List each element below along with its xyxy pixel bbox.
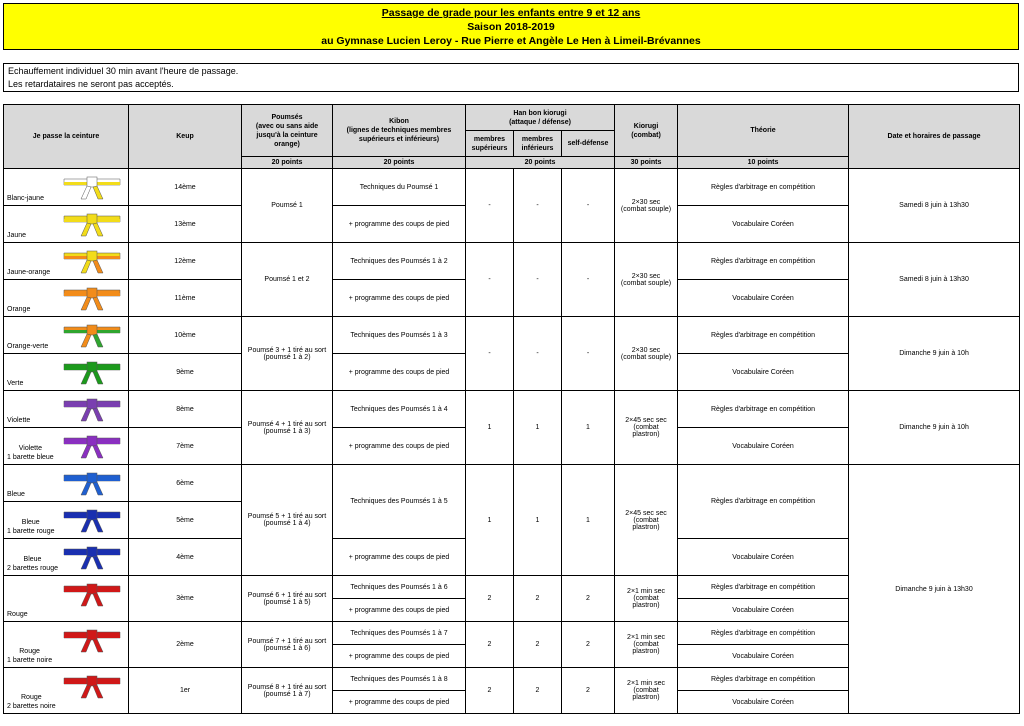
kiorugi-cell: 2×30 sec (combat souple): [615, 243, 678, 317]
points-han: 20 points: [466, 157, 615, 169]
theorie-cell: Vocabulaire Coréen: [678, 354, 849, 391]
belt-name: Violette: [7, 416, 31, 424]
points-kiorugi: 30 points: [615, 157, 678, 169]
han-inf-cell: 2: [514, 668, 562, 714]
date-cell: Samedi 8 juin à 13h30: [849, 169, 1020, 243]
han-inf-cell: 1: [514, 391, 562, 465]
belt-icon: [62, 173, 122, 201]
date-cell: Dimanche 9 juin à 13h30: [849, 465, 1020, 714]
han-sup-cell: -: [466, 243, 514, 317]
col-kibon-header: Kibon (lignes de techniques membres supérieurs et inférieurs): [333, 105, 466, 157]
belt-icon: [62, 626, 122, 654]
col-date-header: Date et horaires de passage: [849, 105, 1020, 169]
points-kibon: 20 points: [333, 157, 466, 169]
belt-name: Rouge 1 barette noire: [7, 648, 53, 664]
han-self-cell: 2: [562, 668, 615, 714]
belt-icon: [62, 358, 122, 386]
keup-cell: 8ème: [129, 391, 242, 428]
kibon-cell: + programme des coups de pied: [333, 206, 466, 243]
belt-cell: [4, 243, 129, 280]
col-kiorugi-header: Kiorugi (combat): [615, 105, 678, 157]
poumse-cell: Poumsé 4 + 1 tiré au sort (poumsé 1 à 3): [242, 391, 333, 465]
col-han-sup-header: membres supérieurs: [466, 131, 514, 157]
poumse-cell: Poumsé 1: [242, 169, 333, 243]
notes-box: [3, 63, 1019, 92]
kibon-cell: + programme des coups de pied: [333, 280, 466, 317]
keup-cell: 11ème: [129, 280, 242, 317]
poumse-cell: Poumsé 5 + 1 tiré au sort (poumsé 1 à 4): [242, 465, 333, 576]
belt-icon: [62, 506, 122, 534]
col-keup-header: Keup: [129, 105, 242, 169]
keup-cell: 4ème: [129, 539, 242, 576]
kibon-cell: + programme des coups de pied: [333, 645, 466, 668]
belt-cell: [4, 465, 129, 502]
grade-table: [3, 104, 1020, 714]
han-inf-cell: 2: [514, 622, 562, 668]
poumse-cell: Poumsé 6 + 1 tiré au sort (poumsé 1 à 5): [242, 576, 333, 622]
keup-cell: 12ème: [129, 243, 242, 280]
keup-cell: 2ème: [129, 622, 242, 668]
kiorugi-cell: 2×30 sec (combat souple): [615, 317, 678, 391]
keup-cell: 14ème: [129, 169, 242, 206]
belt-cell: [4, 391, 129, 428]
belt-cell: [4, 502, 129, 539]
belt-icon: [62, 469, 122, 497]
date-cell: Dimanche 9 juin à 10h: [849, 391, 1020, 465]
table-row: [4, 317, 1020, 354]
han-sup-cell: 1: [466, 391, 514, 465]
han-inf-cell: 1: [514, 465, 562, 576]
theorie-cell: Vocabulaire Coréen: [678, 206, 849, 243]
kibon-cell: + programme des coups de pied: [333, 428, 466, 465]
han-inf-cell: -: [514, 243, 562, 317]
belt-name: Bleue 1 barette rouge: [7, 519, 55, 535]
belt-cell: [4, 539, 129, 576]
keup-cell: 3ème: [129, 576, 242, 622]
kibon-cell: Techniques des Poumsés 1 à 7: [333, 622, 466, 645]
location-label: au Gymnase Lucien Leroy - Rue Pierre et Angèle Le Hen à Limeil-Brévannes: [321, 35, 701, 47]
kiorugi-cell: 2×1 min sec (combat plastron): [615, 668, 678, 714]
kibon-cell: Techniques des Poumsés 1 à 4: [333, 391, 466, 428]
date-cell: Dimanche 9 juin à 10h: [849, 317, 1020, 391]
points-theorie: 10 points: [678, 157, 849, 169]
belt-icon: [62, 543, 122, 571]
belt-name: Jaune: [7, 231, 27, 239]
belt-cell: [4, 169, 129, 206]
theorie-cell: Vocabulaire Coréen: [678, 645, 849, 668]
han-sup-cell: 2: [466, 668, 514, 714]
belt-name: Bleue: [7, 490, 25, 498]
belt-name: Orange: [7, 305, 31, 313]
han-self-cell: -: [562, 169, 615, 243]
belt-cell: [4, 206, 129, 243]
keup-cell: 7ème: [129, 428, 242, 465]
kibon-cell: + programme des coups de pied: [333, 354, 466, 391]
belt-name: Bleue 2 barettes rouge: [7, 556, 58, 572]
belt-icon: [62, 580, 122, 608]
han-sup-cell: 1: [466, 465, 514, 576]
belt-name: Rouge 2 barettes noire: [7, 694, 56, 710]
theorie-cell: Vocabulaire Coréen: [678, 428, 849, 465]
col-belt-header: Je passe la ceinture: [4, 105, 129, 169]
poumse-cell: Poumsé 8 + 1 tiré au sort (poumsé 1 à 7): [242, 668, 333, 714]
keup-cell: 1er: [129, 668, 242, 714]
han-inf-cell: 2: [514, 576, 562, 622]
col-poumse-header: Poumsés (avec ou sans aide jusqu'à la ceinture orange): [242, 105, 333, 157]
han-self-cell: 1: [562, 465, 615, 576]
kibon-cell: Techniques des Poumsés 1 à 3: [333, 317, 466, 354]
han-sup-cell: -: [466, 169, 514, 243]
kibon-cell: Techniques du Poumsé 1: [333, 169, 466, 206]
kibon-cell: Techniques des Poumsés 1 à 8: [333, 668, 466, 691]
poumse-cell: Poumsé 3 + 1 tiré au sort (poumsé 1 à 2): [242, 317, 333, 391]
poumse-cell: Poumsé 1 et 2: [242, 243, 333, 317]
note-latecomers: Les retardataires ne seront pas acceptés.: [8, 79, 174, 89]
date-cell: Samedi 8 juin à 13h30: [849, 243, 1020, 317]
theorie-cell: Règles d'arbitrage en compétition: [678, 391, 849, 428]
keup-cell: 10ème: [129, 317, 242, 354]
col-han-self-header: self-défense: [562, 131, 615, 157]
note-warmup: Echauffement individuel 30 min avant l'heure de passage.: [8, 66, 239, 76]
belt-cell: [4, 576, 129, 622]
points-poumse: 20 points: [242, 157, 333, 169]
keup-cell: 5ème: [129, 502, 242, 539]
theorie-cell: Vocabulaire Coréen: [678, 599, 849, 622]
theorie-cell: Règles d'arbitrage en compétition: [678, 576, 849, 599]
theorie-cell: Règles d'arbitrage en compétition: [678, 668, 849, 691]
belt-name: Verte: [7, 379, 24, 387]
han-self-cell: 2: [562, 622, 615, 668]
belt-cell: [4, 428, 129, 465]
table-row: [4, 465, 1020, 502]
theorie-cell: Règles d'arbitrage en compétition: [678, 317, 849, 354]
han-sup-cell: 2: [466, 622, 514, 668]
belt-icon: [62, 672, 122, 700]
kibon-cell: + programme des coups de pied: [333, 539, 466, 576]
kibon-cell: Techniques des Poumsés 1 à 2: [333, 243, 466, 280]
belt-icon: [62, 432, 122, 460]
keup-cell: 13ème: [129, 206, 242, 243]
theorie-cell: Règles d'arbitrage en compétition: [678, 169, 849, 206]
han-inf-cell: -: [514, 169, 562, 243]
poumse-cell: Poumsé 7 + 1 tiré au sort (poumsé 1 à 6): [242, 622, 333, 668]
col-han-inf-header: membres inférieurs: [514, 131, 562, 157]
theorie-cell: Vocabulaire Coréen: [678, 691, 849, 714]
belt-name: Violette 1 barette bleue: [7, 445, 54, 461]
han-inf-cell: -: [514, 317, 562, 391]
belt-name: Jaune-orange: [7, 268, 51, 276]
kibon-cell: Techniques des Poumsés 1 à 6: [333, 576, 466, 599]
kibon-cell: Techniques des Poumsés 1 à 5: [333, 465, 466, 539]
belt-name: Rouge: [7, 610, 28, 618]
title-banner: [3, 3, 1019, 50]
belt-cell: [4, 668, 129, 714]
belt-icon: [62, 284, 122, 312]
kibon-cell: + programme des coups de pied: [333, 599, 466, 622]
han-self-cell: -: [562, 317, 615, 391]
table-row: [4, 169, 1020, 206]
kiorugi-cell: 2×1 min sec (combat plastron): [615, 622, 678, 668]
belt-cell: [4, 280, 129, 317]
col-han-header: Han bon kiorugi (attaque / défense): [466, 105, 615, 131]
han-self-cell: -: [562, 243, 615, 317]
season-label: Saison 2018-2019: [467, 21, 555, 33]
kiorugi-cell: 2×45 sec sec (combat plastron): [615, 465, 678, 576]
belt-cell: [4, 354, 129, 391]
theorie-cell: Vocabulaire Coréen: [678, 539, 849, 576]
kiorugi-cell: 2×1 min sec (combat plastron): [615, 576, 678, 622]
belt-icon: [62, 321, 122, 349]
theorie-cell: Règles d'arbitrage en compétition: [678, 622, 849, 645]
theorie-cell: Règles d'arbitrage en compétition: [678, 465, 849, 539]
belt-icon: [62, 395, 122, 423]
han-sup-cell: -: [466, 317, 514, 391]
han-self-cell: 1: [562, 391, 615, 465]
table-row: [4, 243, 1020, 280]
belt-cell: [4, 317, 129, 354]
kiorugi-cell: 2×30 sec (combat souple): [615, 169, 678, 243]
han-sup-cell: 2: [466, 576, 514, 622]
page-title: Passage de grade pour les enfants entre 9 et 12 ans: [381, 7, 641, 19]
han-self-cell: 2: [562, 576, 615, 622]
table-row: [4, 391, 1020, 428]
keup-cell: 9ème: [129, 354, 242, 391]
belt-name: Orange-verte: [7, 342, 49, 350]
theorie-cell: Vocabulaire Coréen: [678, 280, 849, 317]
kiorugi-cell: 2×45 sec sec (combat plastron): [615, 391, 678, 465]
col-theorie-header: Théorie: [678, 105, 849, 157]
theorie-cell: Règles d'arbitrage en compétition: [678, 243, 849, 280]
kibon-cell: + programme des coups de pied: [333, 691, 466, 714]
belt-icon: [62, 210, 122, 238]
belt-cell: [4, 622, 129, 668]
belt-name: Blanc-jaune: [7, 194, 44, 202]
keup-cell: 6ème: [129, 465, 242, 502]
belt-icon: [62, 247, 122, 275]
